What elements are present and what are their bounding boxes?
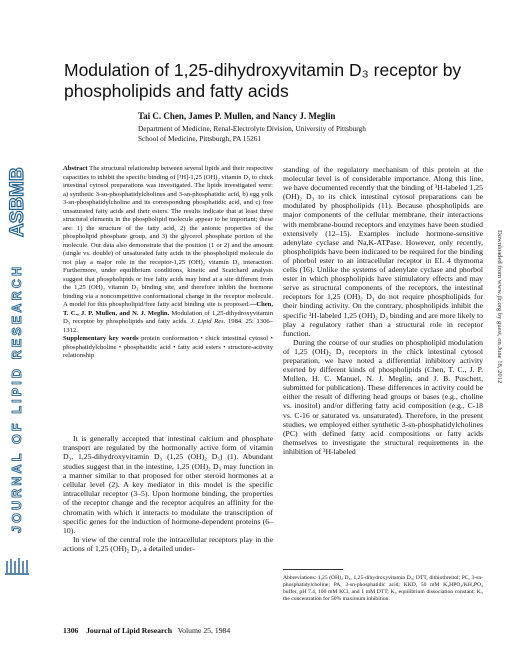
journal-name-vertical [2,265,32,535]
author-list: Tai C. Chen, James P. Mullen, and Nancy J. Meglin [138,111,336,121]
abstract-citation-title: Modulation of 1,25-dihydroxyvitamin D₃ receptor by phospholipids and fatty acids. [63,309,274,325]
body-paragraph: It is generally accepted that intestinal calcium and phosphate transport are regulated by the hormonally active form of vitamin D₃, 1,25-dihydroxyvitamin D₃ (1,25 (OH)₂ D₃) (1). Abundant studies suggest that in the intestine, 1,25 (OH)₂ D₃ may function in a manner similar to that proposed for other steroid hormones at a cellular level (2). A key mediator in this model is the specific intracellular receptor (3–5). Upon hormone binding, the properties of the receptor change and the receptor acquires an affinity for the chromatin with which it interacts to modulate the transcription of specific genes for the induction of hormone-dependent proteins (6–10). [63,434,273,536]
journal-sidebar [0,0,34,661]
article-title [64,60,474,102]
body-left-column [63,434,273,554]
download-note-text: Downloaded from www.jlr.org by guest, on June 18, 2012 [496,230,503,384]
keywords-label: Supplementary key words [63,335,139,342]
affiliation-line1: Department of Medicine, Renal-Electrolyte Division, University of Pittsburgh [138,124,366,133]
affiliation [138,124,458,143]
footnote-divider [283,569,343,570]
abstract-journal-ref-detail: 1984. 25: 1306–1312. [63,318,273,334]
body-paragraph: standing of the regulatory mechanism of this protein at the molecular level is of considerable importance. Along this line, we have documented recently that the binding of ³H-labeled 1,25 (OH)₂ D₃ to its chick intestinal cytosol preparations can be modulated by phospholipids (11). Because phospholipids are major components of the cellular membrane, their interactions with membrane-bound receptors and enzymes have been studied extensively (12–15). Examples include hormone-sensitive adenylate cyclase and Na,K-ATPase. However, only recently, phospholipids have been indicated to be required for the binding of phorbol ester to an intracellular receptor in EL 4 thymoma cells (16). Unlike the systems of adenylate cyclase and phorbol ester in which phospholipids have stimulatory effects and may serve as structural components of the receptors, the intestinal receptors for 1,25 (OH)₂ D₃ do not require phospholipids for their binding activity. On the contrary, phospholipids inhibit the specific ³H-labeled 1,25 (OH)₂ D₃ binding and are more likely to play a regulatory rather than a structural role in receptor function. [283,165,483,338]
asbmb-logo [2,145,32,240]
footer-volume: Volume 25, 1984 [177,626,231,635]
library-icon [4,555,30,575]
abbreviations-footnote: Abbreviations: 1,25 (OH)₂ D₃, 1,25-dihydroxyvitamin D₃; DTT, dithiothreitol; PC, 3-sn-phosphatidylcholine; PA, 3-sn-phosphatidic acid; KKD, 50 mM K₂HPO₄/KH₂PO₄ buffer, pH 7.4, 100 mM KCl, and 1 mM DTT; Kᵢ, equilibrium dissociation constant; Kᵢ, the concentration for 50% maximum inhibition. [283,575,483,602]
journal-name-text: JOURNAL OF LIPID RESEARCH [10,267,24,533]
page-number: 1306 [63,626,79,635]
article-title-line1: Modulation of 1,25-dihydroxyvitamin D₃ receptor by [64,60,462,80]
keywords-paragraph [63,335,273,361]
footer-journal: Journal of Lipid Research [86,626,172,635]
affiliation-line2: School of Medicine, Pittsburgh, PA 15261 [138,133,262,143]
abstract-paragraph [63,165,273,335]
abstract-text: The structural relationship between several lipids and their respective capacities to inhibit the specific binding of [³H]-1,25 (OH)₂ vitamin D₃ to chick intestinal cytosol preparations was investigated. The lipids investigated were: a) synthetic 3-sn-phosphatidylcholines and 3-sn-phosphatidic acid, b) egg yolk 3-sn-phosphatidylcholine and its corresponding phosphatidic acid, and c) free unsaturated fatty acids and their esters. The results indicate that at least three structural elements in the phospholipid molecule appear to be important; these are: 1) the structure of the fatty acid, 2) the anionic properties of the phospholipid phosphate group, and 3) the glycerol phosphate portion of the molecule. Our data also demonstrate that the position (1 or 2) and the amount (single vs. double) of unsaturated fatty acids in the phospholipid molecule do not play a major role in the receptor-1,25 (OH)₂ vitamin D₃ interaction. Furthermore, under equilibrium conditions, kinetic and Scatchard analysis suggest that phospholipids or free fatty acids may bind at a site different from the 1,25 (OH)₂ vitamin D₃ binding site, and therefore inhibit the hormone binding via a noncompetitive conformational change in the receptor molecule. A model for this phospholipid/free fatty acid binding site is proposed. [63,165,274,308]
abstract-label: Abstract [63,165,88,172]
page-footer [63,626,363,635]
abstract-citation: —Chen, T. C., J. P. Mullen, and N. J. Meglin. [63,301,273,317]
abstract-journal-ref: J. Lipid Res. [190,318,226,325]
abstract-section [63,165,273,361]
body-paragraph: During the course of our studies on phospholipid modulation of 1,25 (OH)₂ D₃ receptors in the chick intestinal cytosol preparation, we have noted a differential inhibitory activity exerted by different kinds of phospholipids (Chen, T. C., J. P. Mullen, H. C. Manuel, N. J. Meglin, and J. B. Puschett, submitted for publication). These differences in activity could be either the result of differing head groups or bases (e.g., choline vs. inositol) and/or differing fatty acid composition (e.g., C-18 vs. C-16 or saturated vs. unsaturated). Therefore, in the present studies, we employed either synthetic 3-sn-phosphatidylcholines (PC) with defined fatty acid compositions or fatty acids themselves to investigate the structural requirements in the inhibition of ³H-labeled [283,337,483,456]
keywords-text: protein conformation • chick intestinal cytosol • phosphatidylcholine • phosphatidic acid • fatty acid esters • structure-activity relationship [63,335,273,359]
body-paragraph: In view of the central role the intracellular receptors play in the actions of 1,25 (OH)₂ D₃, a detailed under- [63,535,273,554]
body-right-column [283,165,483,456]
article-title-line2: phospholipids and fatty acids [64,81,289,101]
publisher-logo-text: ASBMB [7,167,28,237]
download-note [486,230,504,460]
